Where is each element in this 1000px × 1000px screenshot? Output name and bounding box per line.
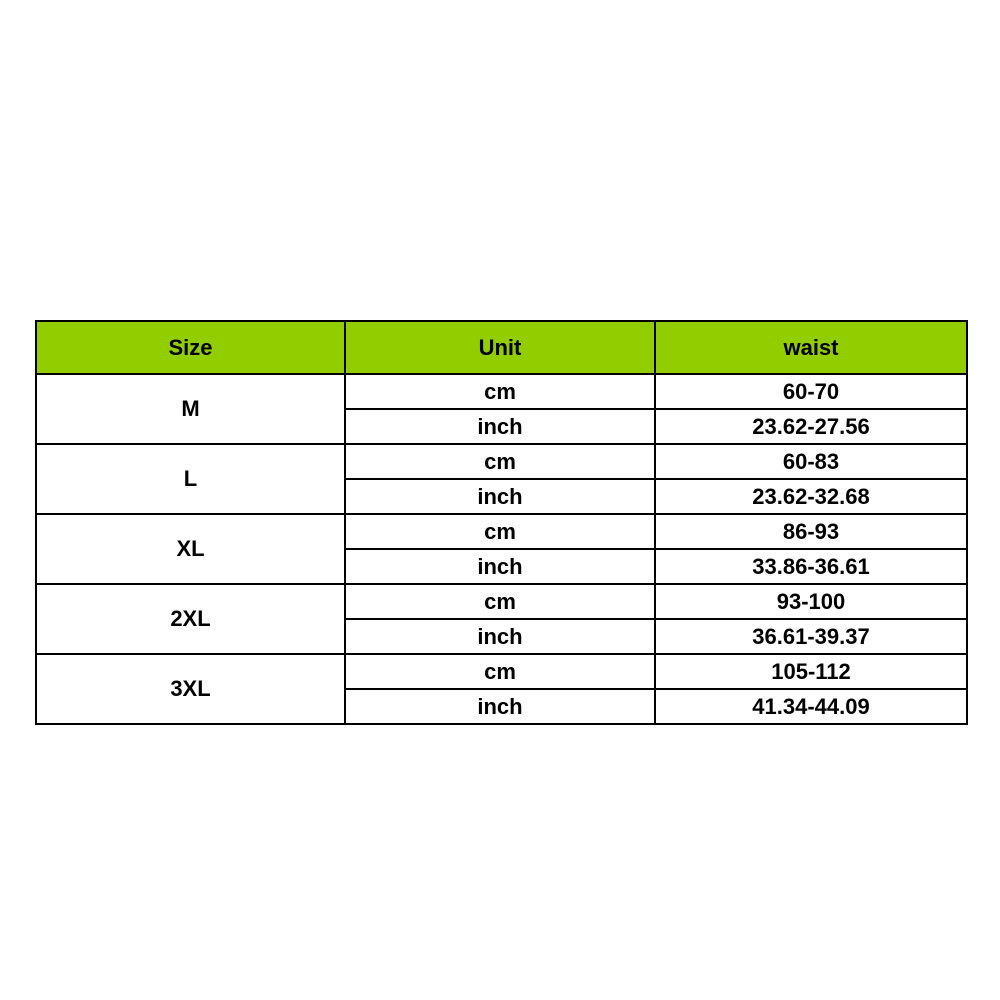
waist-cell-inch: 23.62-32.68 — [655, 479, 967, 514]
unit-cell-inch: inch — [345, 479, 655, 514]
unit-cell-cm: cm — [345, 654, 655, 689]
header-row — [36, 321, 967, 374]
waist-cell-cm: 93-100 — [655, 584, 967, 619]
waist-cell-cm: 105-112 — [655, 654, 967, 689]
unit-cell-inch: inch — [345, 409, 655, 444]
waist-cell-inch: 36.61-39.37 — [655, 619, 967, 654]
size-cell: XL — [36, 514, 345, 584]
table-row — [36, 514, 967, 549]
size-cell: 3XL — [36, 654, 345, 724]
table-body — [36, 374, 967, 724]
unit-cell-cm: cm — [345, 514, 655, 549]
waist-cell-inch: 41.34-44.09 — [655, 689, 967, 724]
unit-cell-cm: cm — [345, 584, 655, 619]
size-cell: L — [36, 444, 345, 514]
table-row — [36, 584, 967, 619]
header-unit: Unit — [345, 321, 655, 374]
size-chart-table — [35, 320, 968, 725]
table-header — [36, 321, 967, 374]
waist-cell-inch: 33.86-36.61 — [655, 549, 967, 584]
unit-cell-inch: inch — [345, 619, 655, 654]
table-row — [36, 654, 967, 689]
header-waist: waist — [655, 321, 967, 374]
unit-cell-inch: inch — [345, 689, 655, 724]
unit-cell-cm: cm — [345, 374, 655, 409]
table-row — [36, 374, 967, 409]
waist-cell-cm: 60-83 — [655, 444, 967, 479]
waist-cell-cm: 60-70 — [655, 374, 967, 409]
unit-cell-inch: inch — [345, 549, 655, 584]
waist-cell-inch: 23.62-27.56 — [655, 409, 967, 444]
unit-cell-cm: cm — [345, 444, 655, 479]
table-row — [36, 444, 967, 479]
header-size: Size — [36, 321, 345, 374]
waist-cell-cm: 86-93 — [655, 514, 967, 549]
size-cell: 2XL — [36, 584, 345, 654]
size-cell: M — [36, 374, 345, 444]
